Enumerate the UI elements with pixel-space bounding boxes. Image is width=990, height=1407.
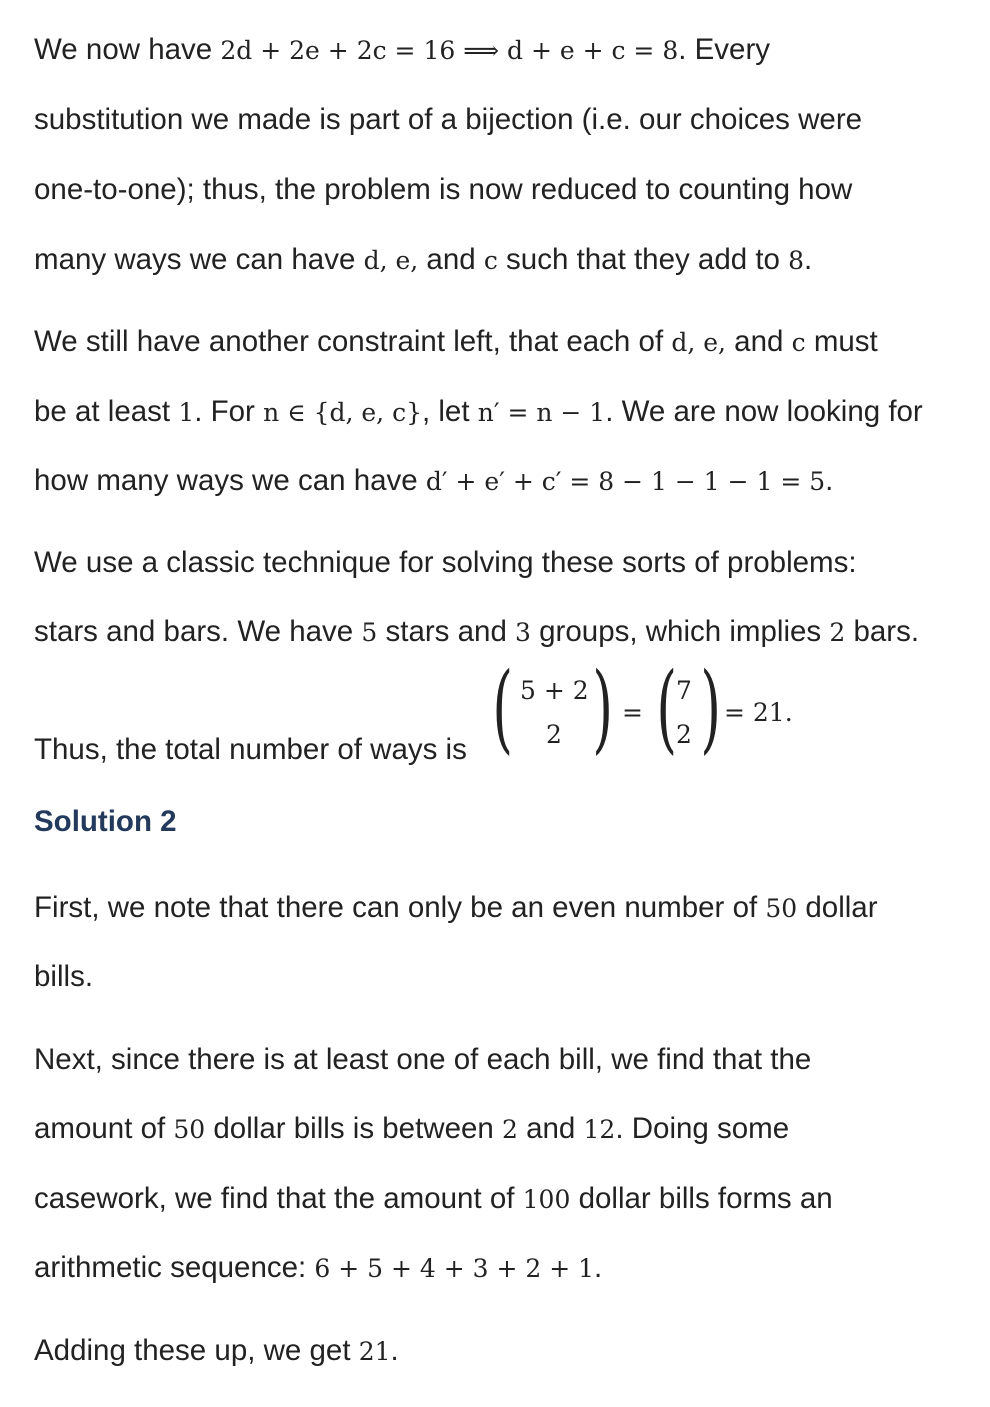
paragraph-1-line-1	[34, 30, 770, 71]
math-number: 1	[178, 398, 195, 427]
paragraph-2-line-3	[34, 461, 833, 502]
equals-sign: =	[622, 698, 643, 727]
text: Adding these up, we get	[34, 1334, 359, 1367]
text: We still have another constraint left, that each of	[34, 325, 672, 358]
math-number: 50	[765, 894, 798, 923]
math-variables: d, e,	[363, 246, 419, 275]
binomial-2-top: 7	[676, 676, 692, 705]
paragraph-1-line-4	[34, 240, 812, 281]
text: groups, which implies	[530, 615, 830, 648]
text: .	[594, 1251, 603, 1284]
math-equation: n′ = n − 1	[477, 398, 606, 427]
text: dollar bills forms an	[570, 1182, 833, 1215]
math-number: 2	[502, 1115, 518, 1144]
text: First, we note that there can only be an even number of	[34, 891, 766, 924]
text: be at least	[34, 395, 179, 428]
binomial-equation	[492, 652, 808, 768]
math-number: 21	[358, 1337, 391, 1366]
text: . For	[194, 395, 264, 428]
paragraph-3-line-2	[34, 612, 919, 653]
result: = 21.	[724, 698, 793, 727]
text: arithmetic sequence:	[34, 1251, 315, 1284]
solution-2-paragraph-2-line-3	[34, 1179, 833, 1220]
solution-2-paragraph-1-line-2: bills.	[34, 960, 94, 993]
text: , let	[421, 395, 478, 428]
text: stars and bars. We have	[34, 615, 362, 648]
paragraph-1-line-2: substitution we made is part of a bijection (i.e. our choices were	[34, 103, 863, 136]
right-paren-1: )	[592, 652, 614, 764]
solution-2-paragraph-2-line-4	[34, 1248, 602, 1289]
text: such that they add to	[497, 243, 789, 276]
math-number: 12	[583, 1115, 616, 1144]
text: and	[418, 243, 484, 276]
solution-2-paragraph-2-line-1: Next, since there is at least one of each bill, we find that the	[34, 1043, 812, 1076]
paragraph-2-line-2	[34, 392, 923, 433]
right-paren-2: )	[700, 652, 722, 764]
text: . We are now looking for	[605, 395, 923, 428]
text: . Every	[678, 33, 771, 66]
math-variable: c	[483, 246, 498, 275]
text: and	[517, 1112, 584, 1145]
math-variables: d, e,	[671, 328, 726, 357]
text: .	[390, 1334, 399, 1367]
text: how many ways we can have	[34, 464, 426, 497]
math-number: 100	[522, 1185, 571, 1214]
binomial-1-bottom: 2	[546, 720, 562, 749]
math-set: n ∈ {d, e, c}	[263, 398, 422, 427]
text: .	[825, 464, 834, 497]
text: . Doing some	[615, 1112, 790, 1145]
solution-2-paragraph-1-line-1	[34, 888, 878, 929]
paragraph-3-line-1: We use a classic technique for solving these sorts of problems:	[34, 546, 857, 579]
solution-2-paragraph-2-line-2	[34, 1109, 789, 1150]
paragraph-1-line-3: one-to-one); thus, the problem is now reduced to counting how	[34, 173, 853, 206]
math-variable: c	[791, 328, 806, 357]
text: casework, we find that the amount of	[34, 1182, 523, 1215]
text: We now have	[34, 33, 221, 66]
math-number: 3	[515, 618, 531, 647]
solution-2-paragraph-3	[34, 1331, 399, 1372]
text: dollar bills is between	[205, 1112, 502, 1145]
text: bars.	[845, 615, 920, 648]
math-equation: 2d + 2e + 2c = 16 ⟹ d + e + c = 8	[220, 36, 679, 65]
paragraph-3-line-3: Thus, the total number of ways is	[34, 733, 467, 766]
text: stars and	[377, 615, 516, 648]
left-paren-1: (	[492, 652, 514, 764]
text: dollar	[797, 891, 878, 924]
text: and	[725, 325, 792, 358]
math-number: 50	[173, 1115, 206, 1144]
math-number: 8	[788, 246, 805, 275]
binomial-2-bottom: 2	[676, 720, 692, 749]
text: amount of	[34, 1112, 174, 1145]
math-number: 5	[361, 618, 378, 647]
math-number: 2	[829, 618, 846, 647]
math-equation: d′ + e′ + c′ = 8 − 1 − 1 − 1 = 5	[425, 467, 826, 496]
solution-2-heading: Solution 2	[34, 805, 177, 838]
text: must	[805, 325, 878, 358]
binomial-1-top: 5 + 2	[520, 676, 589, 705]
left-paren-2: (	[656, 652, 678, 764]
text: .	[804, 243, 813, 276]
paragraph-2-line-1	[34, 322, 878, 363]
text: many ways we can have	[34, 243, 364, 276]
math-sequence: 6 + 5 + 4 + 3 + 2 + 1	[314, 1254, 595, 1283]
